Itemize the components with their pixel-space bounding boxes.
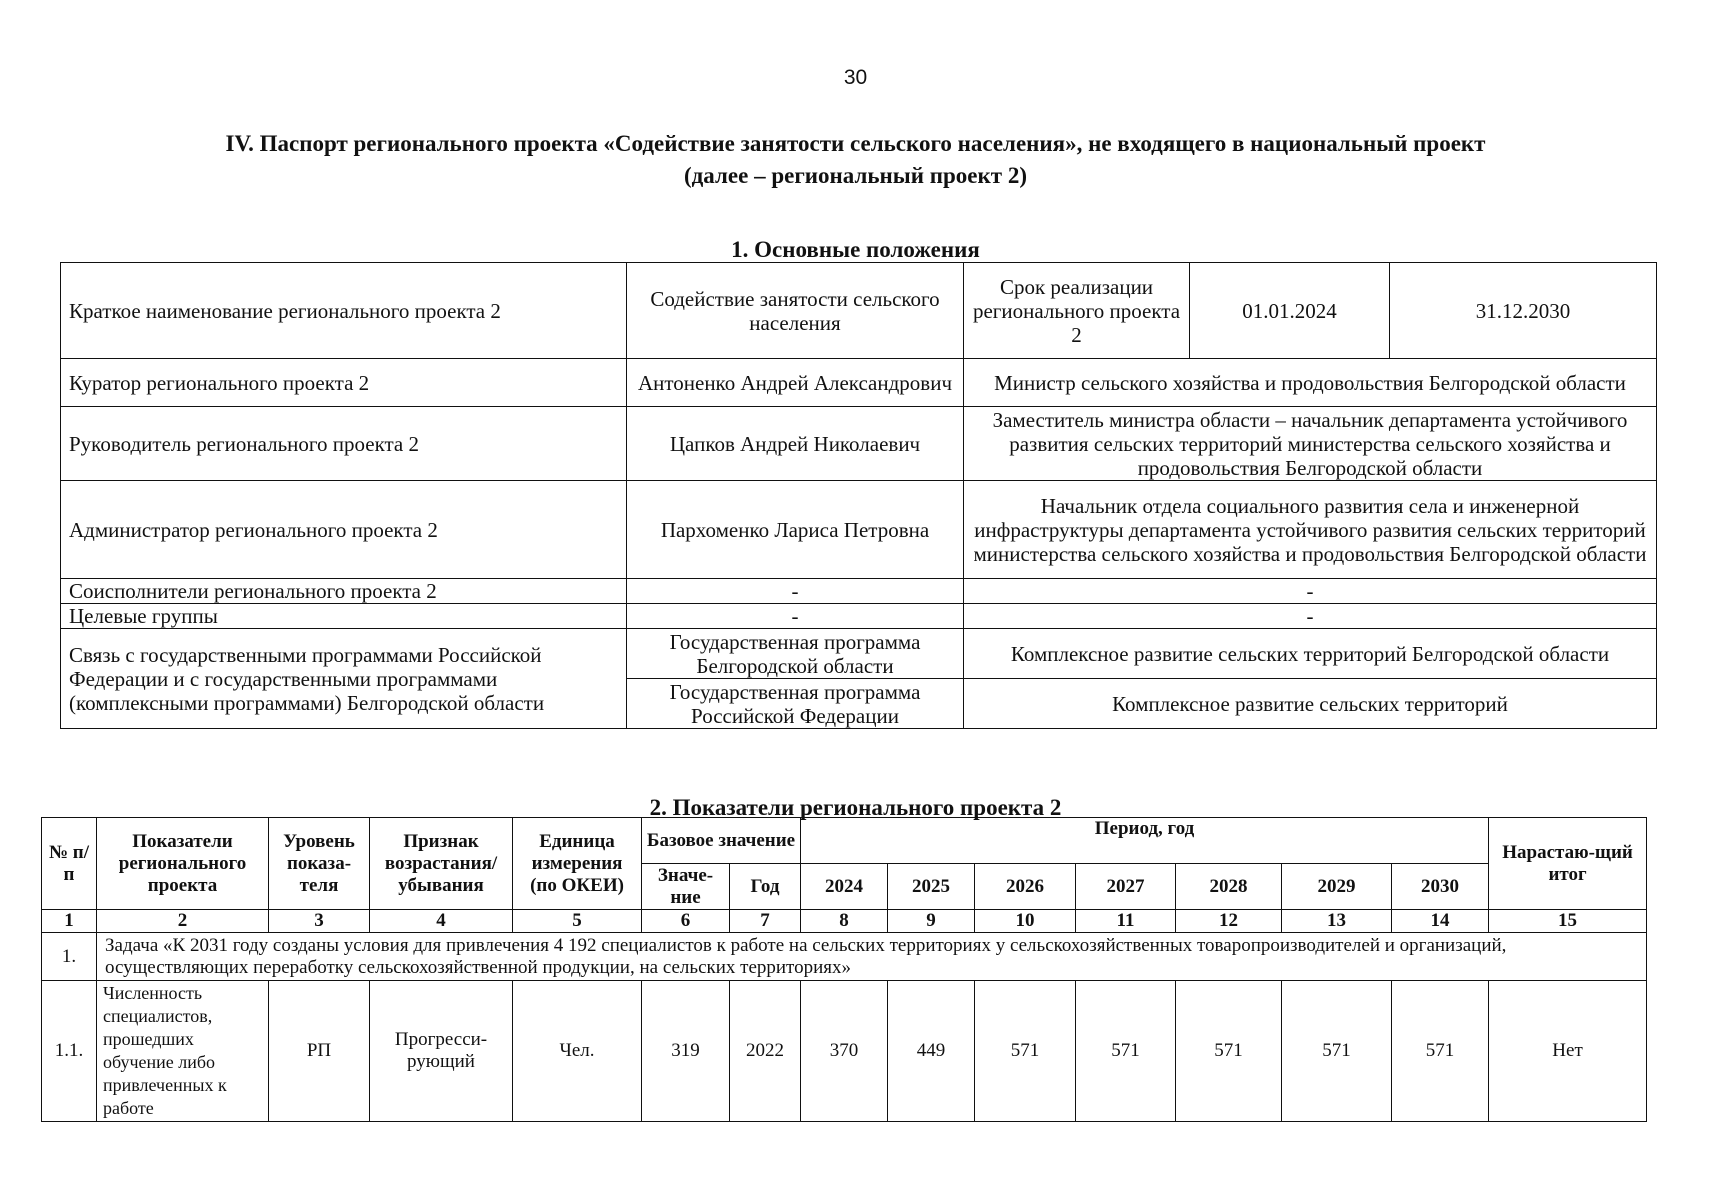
header-base: Базовое значение <box>642 818 801 864</box>
title-line-2: (далее – региональный проект 2) <box>684 163 1027 188</box>
page-number: 30 <box>843 66 868 89</box>
indicator-value-2028: 571 <box>1176 981 1282 1122</box>
header-indicator: Показатели регионального проекта <box>97 818 269 910</box>
indicator-row <box>42 981 1647 1122</box>
indicator-sign: Прогресси-рующий <box>370 981 513 1122</box>
col-number: 6 <box>642 910 730 933</box>
head-name: Цапков Андрей Николаевич <box>627 407 964 481</box>
col-number: 8 <box>801 910 888 933</box>
col-number: 11 <box>1076 910 1176 933</box>
federal-program-value: Комплексное развитие сельских территорий <box>964 679 1657 729</box>
section-2-heading: 2. Показатели регионального проекта 2 <box>649 795 1062 820</box>
coexecutors-value: - <box>627 579 964 604</box>
indicator-name: Численность специалистов, прошедших обучение либо привлеченных к работе <box>97 981 269 1122</box>
header-cumulative: Нарастаю-щий итог <box>1489 818 1647 910</box>
col-number: 7 <box>730 910 801 933</box>
target-groups-value-2: - <box>964 604 1657 629</box>
indicator-value-2024: 370 <box>801 981 888 1122</box>
coexecutors-value-2: - <box>964 579 1657 604</box>
admin-label: Администратор регионального проекта 2 <box>61 481 627 579</box>
indicator-value-2029: 571 <box>1282 981 1392 1122</box>
curator-position: Министр сельского хозяйства и продовольствия Белгородской области <box>964 359 1657 407</box>
col-number: 3 <box>269 910 370 933</box>
col-number: 13 <box>1282 910 1392 933</box>
document-title <box>0 128 1711 192</box>
header-year-2030: 2030 <box>1392 864 1489 910</box>
indicator-base-value: 319 <box>642 981 730 1122</box>
col-number: 4 <box>370 910 513 933</box>
indicator-value-2026: 571 <box>975 981 1076 1122</box>
header-year-2028: 2028 <box>1176 864 1282 910</box>
federal-program-label: Государственная программа Российской Федерации <box>627 679 964 729</box>
admin-position: Начальник отдела социального развития села и инженерной инфраструктуры департамента устойчивого развития сельских территорий министерства сельского хозяйства и продовольствия Белгородской области <box>964 481 1657 579</box>
curator-label: Куратор регионального проекта 2 <box>61 359 627 407</box>
header-year-2029: 2029 <box>1282 864 1392 910</box>
term-start: 01.01.2024 <box>1190 263 1390 359</box>
col-number: 1 <box>42 910 97 933</box>
indicator-level: РП <box>269 981 370 1122</box>
short-name-value: Содействие занятости сельского населения <box>627 263 964 359</box>
row-target-groups <box>61 604 1657 629</box>
col-number: 10 <box>975 910 1076 933</box>
regional-program-label: Государственная программа Белгородской области <box>627 629 964 679</box>
col-number: 9 <box>888 910 975 933</box>
col-number: 14 <box>1392 910 1489 933</box>
main-provisions-table <box>60 262 1657 729</box>
col-number: 5 <box>513 910 642 933</box>
regional-program-value: Комплексное развитие сельских территорий Белгородской области <box>964 629 1657 679</box>
target-groups-value: - <box>627 604 964 629</box>
header-year-2024: 2024 <box>801 864 888 910</box>
curator-name: Антоненко Андрей Александрович <box>627 359 964 407</box>
task-row <box>42 933 1647 981</box>
header-year-2027: 2027 <box>1076 864 1176 910</box>
header-period: Период, год <box>801 818 1489 864</box>
target-groups-label: Целевые группы <box>61 604 627 629</box>
indicator-base-year: 2022 <box>730 981 801 1122</box>
short-name-label: Краткое наименование регионального проекта 2 <box>61 263 627 359</box>
indicator-value-2025: 449 <box>888 981 975 1122</box>
head-position: Заместитель министра области – начальник департамента устойчивого развития сельских территорий министерства сельского хозяйства и продовольствия Белгородской области <box>964 407 1657 481</box>
row-short-name <box>61 263 1657 359</box>
row-head <box>61 407 1657 481</box>
term-label: Срок реализации регионального проекта 2 <box>964 263 1190 359</box>
indicator-value-2027: 571 <box>1076 981 1176 1122</box>
section-1-heading: 1. Основные положения <box>731 237 980 262</box>
col-number: 12 <box>1176 910 1282 933</box>
indicator-value-2030: 571 <box>1392 981 1489 1122</box>
header-unit: Единица измерения (по ОКЕИ) <box>513 818 642 910</box>
col-number: 15 <box>1489 910 1647 933</box>
task-num: 1. <box>42 933 97 981</box>
indicator-cumulative: Нет <box>1489 981 1647 1122</box>
header-row-1 <box>42 818 1647 864</box>
admin-name: Пархоменко Лариса Петровна <box>627 481 964 579</box>
indicators-table <box>41 817 1647 1122</box>
header-year-2026: 2026 <box>975 864 1076 910</box>
row-program-links-regional <box>61 629 1657 679</box>
indicator-num: 1.1. <box>42 981 97 1122</box>
indicator-unit: Чел. <box>513 981 642 1122</box>
task-text: Задача «К 2031 году созданы условия для привлечения 4 192 специалистов к работе на сельских территориях у сельскохозяйственных товаропроизводителей и организаций, осуществляющих переработку сельскохозяйственной продукции, на сельских территориях» <box>97 933 1647 981</box>
header-num: № п/п <box>42 818 97 910</box>
header-base-value: Значе-ние <box>642 864 730 910</box>
col-number: 2 <box>97 910 269 933</box>
row-curator <box>61 359 1657 407</box>
header-sign: Признак возрастания/ убывания <box>370 818 513 910</box>
row-admin <box>61 481 1657 579</box>
column-numbers-row <box>42 910 1647 933</box>
coexecutors-label: Соисполнители регионального проекта 2 <box>61 579 627 604</box>
program-links-label: Связь с государственными программами Российской Федерации и с государственными программами (комплексными программами) Белгородской области <box>61 629 627 729</box>
row-coexecutors <box>61 579 1657 604</box>
title-line-1: IV. Паспорт регионального проекта «Содействие занятости сельского населения», не входящего в национальный проект <box>225 131 1486 156</box>
header-level: Уровень показа-теля <box>269 818 370 910</box>
header-base-year: Год <box>730 864 801 910</box>
term-end: 31.12.2030 <box>1390 263 1657 359</box>
head-label: Руководитель регионального проекта 2 <box>61 407 627 481</box>
header-year-2025: 2025 <box>888 864 975 910</box>
